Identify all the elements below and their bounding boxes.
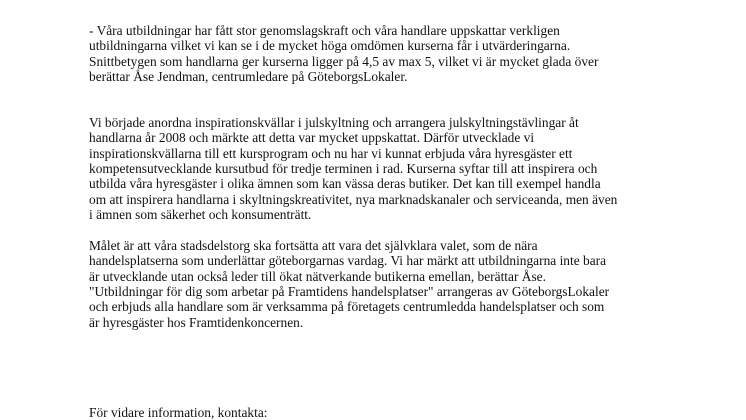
text-line: Vi började anordna inspirationskvällar i julskyltning och arrangera julskyltningstävlingar åt	[89, 115, 579, 130]
text-line: Målet är att våra stadsdelstorg ska fortsätta att vara det självklara valet, som de nära	[89, 238, 538, 253]
text-line: och erbjuds alla handlare som är verksamma på företagets centrumledda handelsplatser och som	[89, 299, 605, 315]
text-line: inspirationskvällarna till ett kursprogram och nu har vi kunnat erbjuda våra hyresgäster ett	[89, 145, 573, 161]
text-line: i ämnen som säkerhet och konsumenträtt.	[89, 207, 312, 223]
text-line: Snittbetygen som handlarna ger kurserna ligger på 4,5 av max 5, vilket vi är mycket glada över	[89, 53, 599, 69]
paragraph-goal	[89, 238, 679, 330]
text-line: utbildningarna vilket vi kan se i de mycket höga omdömen kurserna får i utvärderingarna.	[89, 38, 571, 54]
text-line: handelsplatserna som underlättar göteborgarnas vardag. Vi har märkt att utbildningarna inte bara	[89, 253, 607, 269]
paragraph-quote	[89, 23, 679, 84]
contact-heading-text: För vidare information, kontakta:	[89, 405, 268, 420]
text-line: - Våra utbildningar har fått stor genomslagskraft och våra handlare uppskattar verkligen	[89, 23, 560, 38]
text-line: "Utbildningar för dig som arbetar på Framtidens handelsplatser" arrangeras av GöteborgsLokaler	[89, 284, 610, 300]
text-line: kompetensutvecklande kursutbud för tredje terminen i rad. Kurserna syftar till att inspirera och	[89, 161, 598, 177]
text-line: är utvecklande utan också leder till ökat nätverkande butikerna emellan, berättar Åse.	[89, 268, 546, 284]
text-line: utbilda våra hyresgäster i olika ämnen som kan vässa deras butiker. Det kan till exempel handla	[89, 176, 601, 192]
text-line: berättar Åse Jendman, centrumledare på GöteborgsLokaler.	[89, 69, 408, 85]
text-line: handlarna år 2008 och märkte att detta var mycket uppskattat. Därför utvecklade vi	[89, 130, 535, 146]
text-line: om att inspirera handlarna i skyltningskreativitet, nya marknadskanaler och serviceanda, men även	[89, 191, 618, 207]
paragraph-background	[89, 115, 679, 222]
contact-heading	[89, 405, 679, 420]
text-line: är hyresgäster hos Framtidenkoncernen.	[89, 314, 304, 330]
